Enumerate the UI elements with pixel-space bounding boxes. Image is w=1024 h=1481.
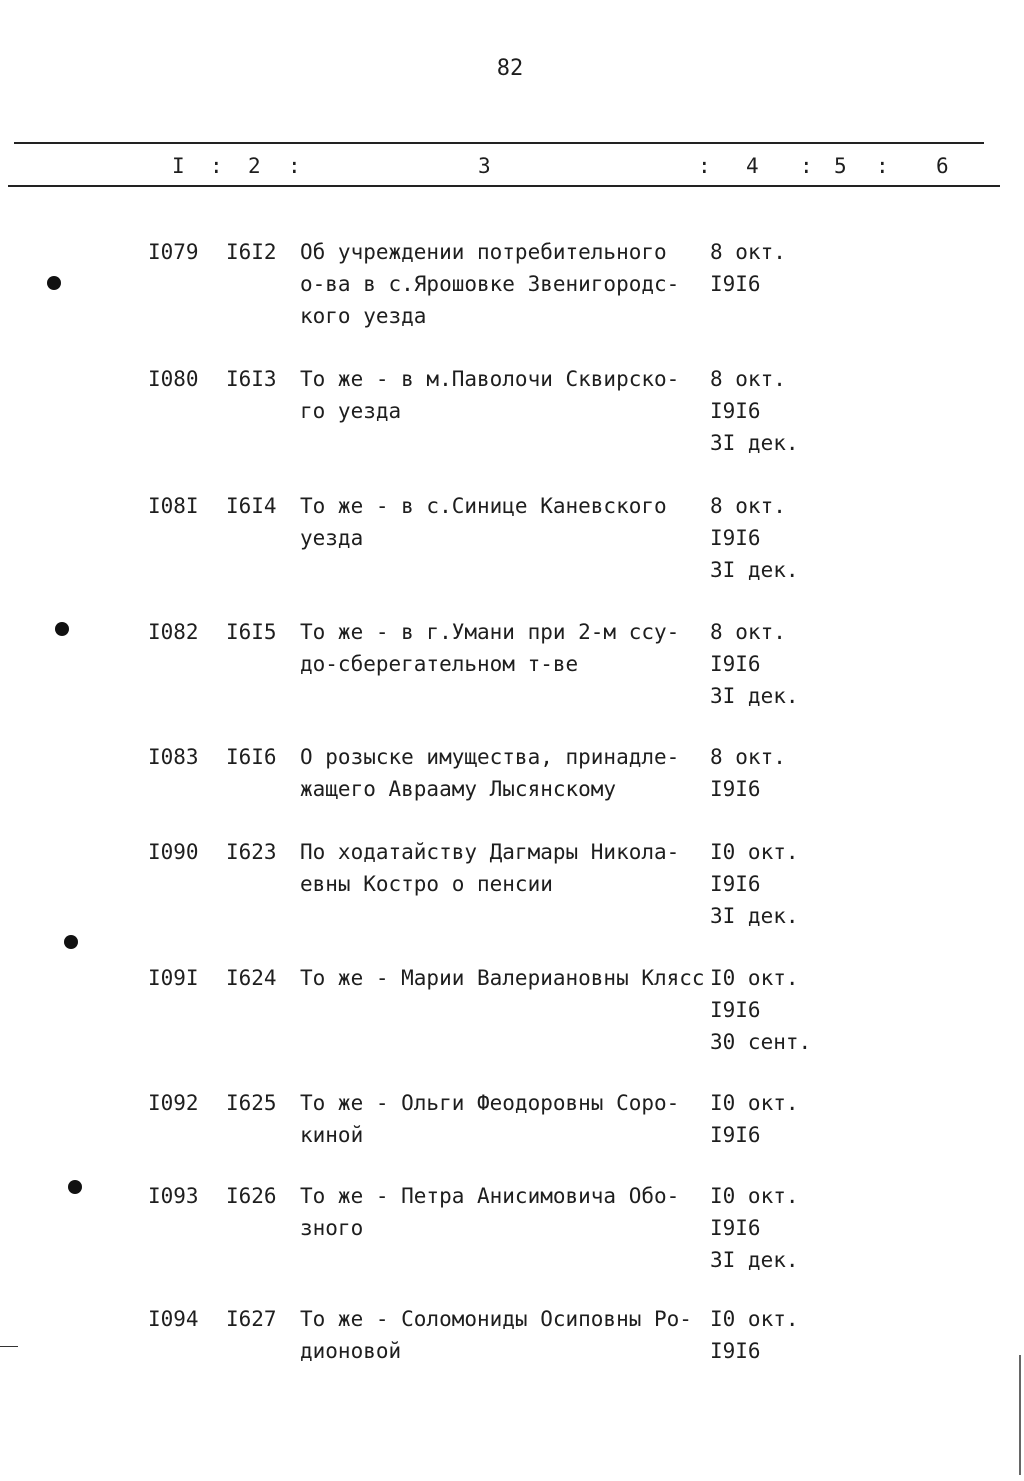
col-header-2: 2 [248,154,261,178]
col-header-6: 6 [936,154,949,178]
date-line: I9I6 [710,998,761,1022]
col-header-1: I [172,154,185,178]
date-line: 3I дек. [710,904,799,928]
item-title [300,363,720,427]
item-title [300,741,720,805]
title-line: зного [300,1216,364,1240]
title-line: То же - Ольги Феодоровны Соро- [300,1091,680,1115]
title-line: О розыске имущества, принадле- [300,745,680,769]
title-line: до-сберегательном т-ве [300,652,579,676]
date-line: I0 окт. [710,966,799,990]
date-line: I9I6 [710,872,761,896]
title-line: То же - Петра Анисимовича Обо- [300,1184,680,1208]
item-number: I093 [148,1184,199,1208]
punch-hole [64,935,78,949]
item-number: I092 [148,1091,199,1115]
item-dates [710,236,840,300]
item-dates [710,962,840,1058]
title-line: жащего Аврааму Лысянскому [300,777,617,801]
date-line: 8 окт. [710,494,786,518]
item-dates [710,1180,840,1276]
header-rule-top [14,142,984,144]
file-number: I6I2 [226,240,277,264]
item-title [300,1303,720,1367]
file-number: I6I4 [226,494,277,518]
date-line: 8 окт. [710,745,786,769]
item-title [300,962,710,994]
date-line: I9I6 [710,652,761,676]
title-line: То же - Соломониды Осиповны Ро- [300,1307,692,1331]
col-header-3: 3 [478,154,491,178]
item-number: I09I [148,966,199,990]
date-line: I9I6 [710,399,761,423]
title-line: уезда [300,526,364,550]
punch-hole [47,276,61,290]
page-number: 82 [496,56,524,81]
item-title [300,836,720,900]
date-line: 8 окт. [710,367,786,391]
date-line: 3I дек. [710,684,799,708]
header-rule-bottom [8,185,1000,187]
item-dates [710,1303,840,1367]
date-line: 3I дек. [710,431,799,455]
col-separator: : [800,154,813,178]
item-dates [710,741,840,805]
date-line: I9I6 [710,272,761,296]
title-line: То же - в г.Умани при 2-м ссу- [300,620,680,644]
col-header-4: 4 [746,154,759,178]
item-title [300,236,720,332]
date-line: I0 окт. [710,1184,799,1208]
date-line: 3I дек. [710,1248,799,1272]
item-number: I094 [148,1307,199,1331]
page-edge [1019,1355,1021,1475]
col-separator: : [210,154,223,178]
date-line: I9I6 [710,777,761,801]
file-number: I625 [226,1091,277,1115]
item-number: I08I [148,494,199,518]
title-line: о-ва в с.Ярошовке Звенигородс- [300,272,680,296]
item-dates [710,363,840,459]
file-number: I626 [226,1184,277,1208]
col-header-5: 5 [834,154,847,178]
file-number: I6I6 [226,745,277,769]
date-line: I9I6 [710,526,761,550]
title-line: евны Костро о пенсии [300,872,553,896]
col-separator: : [698,154,711,178]
title-line: То же - Марии Валериановны Клясс [300,966,705,990]
date-line: I9I6 [710,1339,761,1363]
item-dates [710,490,840,586]
title-line: То же - в с.Синице Каневского [300,494,667,518]
item-number: I082 [148,620,199,644]
title-line: То же - в м.Паволочи Сквирско- [300,367,680,391]
date-line: I9I6 [710,1216,761,1240]
date-line: 3I дек. [710,558,799,582]
punch-hole [68,1180,82,1194]
date-line: 8 окт. [710,620,786,644]
item-title [300,616,720,680]
date-line: I0 окт. [710,1307,799,1331]
title-line: Об учреждении потребительного [300,240,667,264]
item-title [300,1180,720,1244]
title-line: дионовой [300,1339,402,1363]
title-line: го уезда [300,399,402,423]
col-separator: : [288,154,301,178]
item-number: I083 [148,745,199,769]
date-line: 8 окт. [710,240,786,264]
date-line: I9I6 [710,1123,761,1147]
item-number: I090 [148,840,199,864]
file-number: I6I3 [226,367,277,391]
item-title [300,1087,720,1151]
item-dates [710,616,840,712]
item-dates [710,1087,840,1151]
col-separator: : [876,154,889,178]
item-number: I080 [148,367,199,391]
title-line: кого уезда [300,304,427,328]
file-number: I624 [226,966,277,990]
file-number: I627 [226,1307,277,1331]
title-line: По ходатайству Дагмары Никола- [300,840,680,864]
file-number: I623 [226,840,277,864]
title-line: киной [300,1123,364,1147]
date-line: I0 окт. [710,840,799,864]
date-line: 30 сент. [710,1030,812,1054]
item-title [300,490,720,554]
margin-mark [0,1346,18,1347]
file-number: I6I5 [226,620,277,644]
item-number: I079 [148,240,199,264]
item-dates [710,836,840,932]
punch-hole [55,622,69,636]
date-line: I0 окт. [710,1091,799,1115]
